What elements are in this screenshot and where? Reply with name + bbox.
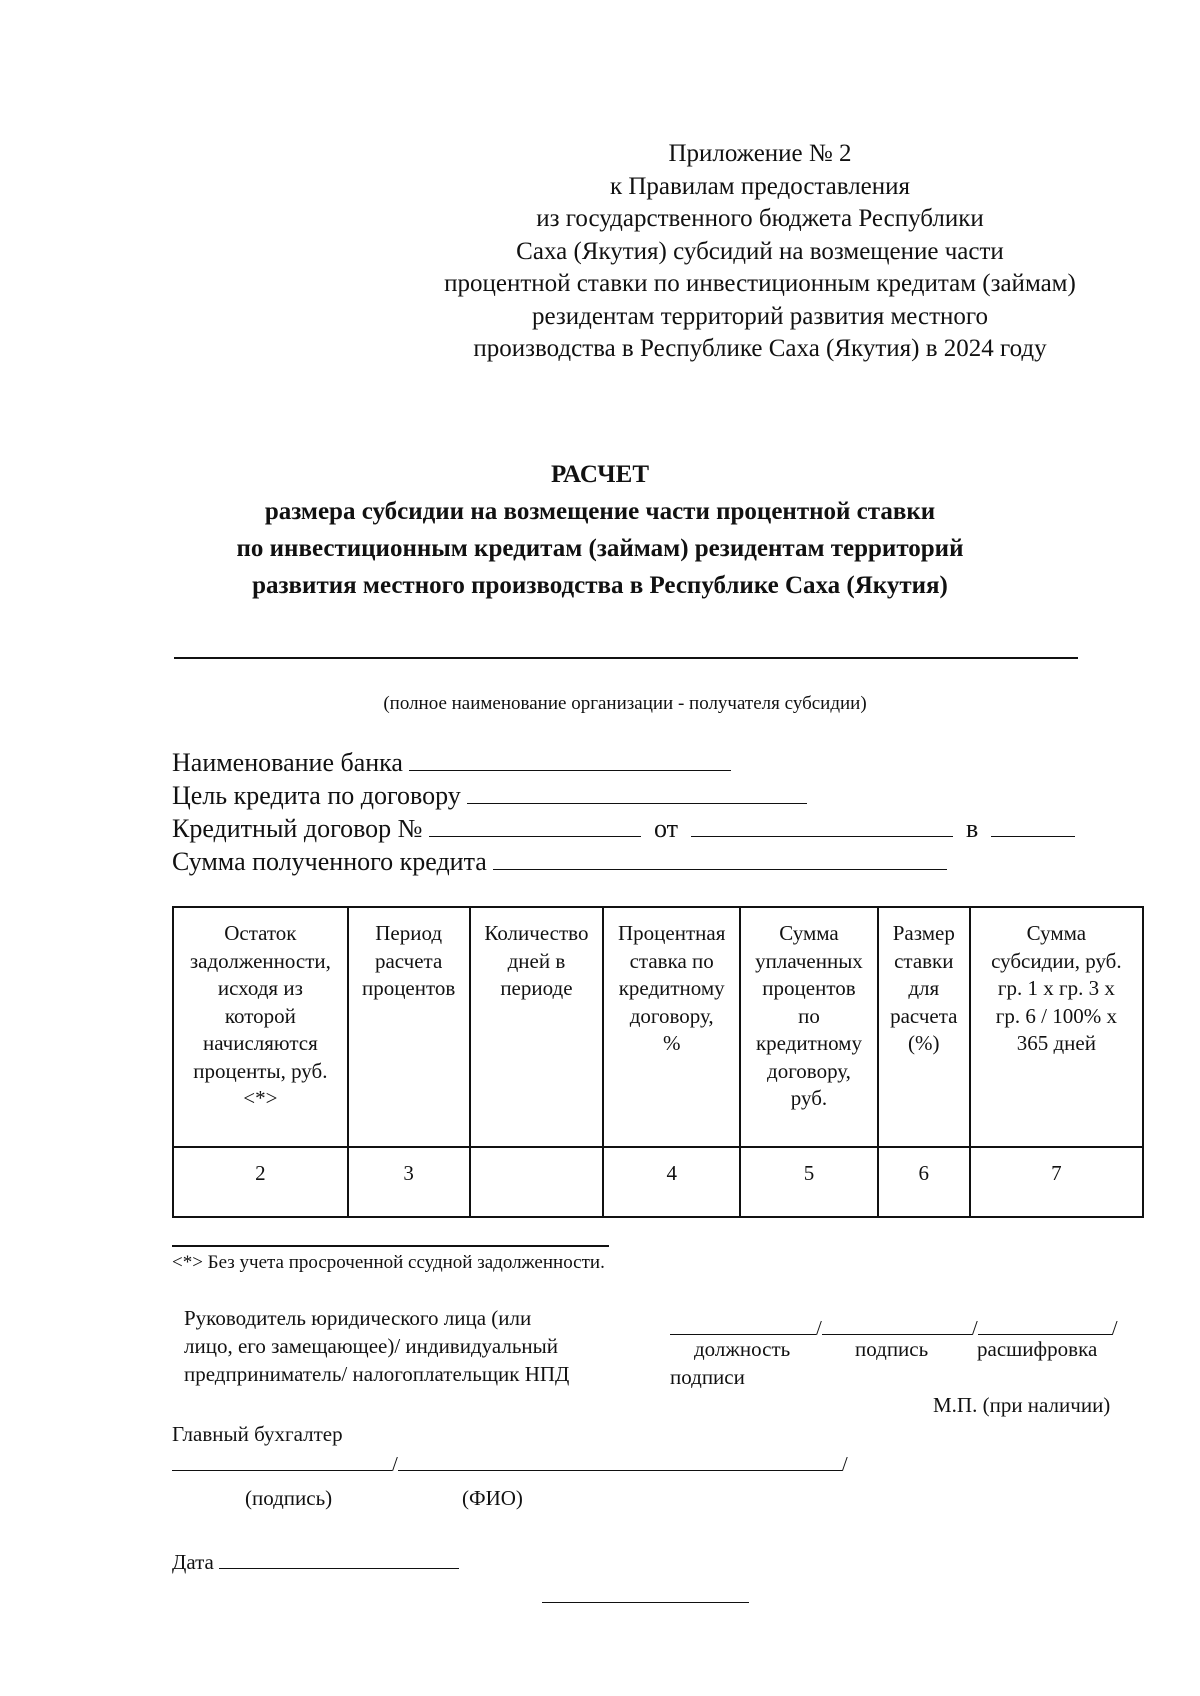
head-role-line: предприниматель/ налогоплательщик НПД (184, 1362, 570, 1386)
title-line: размера субсидии на возмещение части процентной ставки (264, 498, 936, 525)
column-header-line: по (798, 1003, 820, 1028)
head-role-line: лицо, его замещающее)/ индивидуальный (184, 1334, 559, 1358)
decoding-caption-continued: подписи (670, 1365, 745, 1389)
column-header-line: Размер (892, 921, 955, 945)
bank-input-line[interactable] (409, 748, 731, 771)
slash: / (841, 1452, 848, 1476)
title-line: развития местного производства в Республике Саха (Якутия) (252, 572, 948, 599)
appendix-line: Саха (Якутия) субсидий на возмещение части (516, 237, 1004, 265)
column-header-interest-rate (603, 907, 740, 1147)
column-header-line: 365 дней (1016, 1031, 1096, 1055)
slash: / (971, 1316, 978, 1340)
organization-name-line[interactable] (174, 657, 1078, 659)
appendix-line: производства в Республике Саха (Якутия) в 2024 году (473, 335, 1047, 362)
column-header-line: Сумма (779, 921, 839, 945)
column-header-line: Процентная (618, 921, 726, 945)
slash: / (816, 1316, 822, 1340)
column-header-balance (173, 907, 348, 1147)
amount-label: Сумма полученного кредита (172, 847, 487, 876)
signature-input-line[interactable] (822, 1316, 972, 1335)
column-header-line: дней в (507, 948, 566, 973)
column-number-cell[interactable] (470, 1147, 604, 1217)
column-header-line: кредитному (618, 976, 725, 1000)
column-header-line: кредитному (755, 1031, 862, 1055)
column-number-cell[interactable]: 6 (878, 1147, 970, 1217)
purpose-field (172, 781, 807, 811)
calculation-table (172, 906, 1144, 1218)
table-header-row (173, 907, 1143, 1147)
column-header-line: % (662, 1031, 681, 1055)
title-heading: РАСЧЕТ (550, 461, 649, 488)
chief-accountant-label: Главный бухгалтер (172, 1422, 343, 1446)
contract-number-input-line[interactable] (429, 814, 641, 837)
position-input-line[interactable] (670, 1316, 816, 1335)
column-header-line: процентов (762, 976, 856, 1000)
contract-place-input-line[interactable] (991, 814, 1075, 837)
decoding-caption: расшифровка (977, 1337, 1098, 1361)
purpose-label: Цель кредита по договору (172, 781, 461, 810)
column-header-line: процентов (361, 976, 456, 1000)
appendix-line: процентной ставки по инвестиционным кредитам (займам) (444, 270, 1076, 297)
amount-field (172, 847, 947, 877)
accountant-signature-caption: (подпись) (245, 1486, 333, 1510)
appendix-line: Приложение № 2 (668, 140, 852, 167)
column-number-cell[interactable]: 4 (603, 1147, 740, 1217)
column-header-line: договору, (767, 1058, 851, 1083)
column-header-line: начисляются (202, 1031, 318, 1055)
column-header-line: ставка по (629, 948, 714, 973)
bank-field (172, 748, 731, 778)
column-header-line: расчета (374, 948, 443, 973)
column-header-rate-for-calc (878, 907, 970, 1147)
appendix-reference (380, 138, 1140, 366)
column-header-period (348, 907, 470, 1147)
table-row (173, 1147, 1143, 1217)
column-header-line: руб. (790, 1086, 828, 1110)
column-number-cell[interactable]: 3 (348, 1147, 470, 1217)
head-role-label (184, 1304, 644, 1388)
stamp-label: М.П. (при наличии) (933, 1393, 1111, 1417)
column-header-line: Период (375, 921, 443, 945)
column-header-line: расчета (890, 1003, 958, 1028)
footnote: <*> Без учета просроченной ссудной задолженности. (172, 1252, 605, 1273)
date-label: Дата (172, 1550, 214, 1574)
bank-label: Наименование банка (172, 748, 403, 777)
column-number-cell[interactable]: 5 (740, 1147, 878, 1217)
column-header-line: Количество (484, 921, 589, 945)
amount-input-line[interactable] (493, 847, 947, 870)
signature-caption: подпись (855, 1337, 929, 1361)
column-header-line: гр. 6 / 100% х (995, 1003, 1117, 1028)
contract-label: Кредитный договор № (172, 814, 423, 843)
column-header-line: периоде (500, 976, 573, 1000)
slash: / (1111, 1316, 1118, 1340)
column-header-line: уплаченных (755, 948, 863, 973)
column-number-cell[interactable]: 2 (173, 1147, 348, 1217)
column-header-line: ставки (894, 948, 954, 973)
accountant-signature-blanks (172, 1452, 848, 1477)
column-header-line: проценты, руб. (193, 1058, 328, 1083)
contract-date-input-line[interactable] (691, 814, 953, 837)
column-header-line: исходя из (217, 976, 303, 1000)
column-header-line: которой (224, 1003, 296, 1028)
column-header-interest-paid (740, 907, 878, 1147)
organization-caption: (полное наименование организации - получателя субсидии) (383, 693, 867, 714)
appendix-line: к Правилам предоставления (609, 172, 911, 200)
date-field (172, 1550, 459, 1575)
contract-from-label: от (654, 814, 679, 843)
contract-field (172, 814, 1075, 844)
column-header-line: (%) (908, 1031, 940, 1055)
column-header-subsidy-amount (970, 907, 1143, 1147)
slash: / (392, 1452, 398, 1476)
head-role-line: Руководитель юридического лица (или (184, 1306, 532, 1330)
column-header-line: Сумма (1026, 921, 1087, 945)
appendix-line: из государственного бюджета Республики (536, 205, 984, 232)
appendix-line: резидентам территорий развития местного (531, 302, 989, 330)
accountant-name-caption: (ФИО) (462, 1486, 523, 1510)
column-header-line: договору, (629, 1003, 714, 1028)
column-header-days (470, 907, 604, 1147)
date-input-line[interactable] (219, 1550, 459, 1569)
column-number-cell[interactable]: 7 (970, 1147, 1143, 1217)
decoding-input-line[interactable] (978, 1316, 1112, 1335)
purpose-input-line[interactable] (467, 781, 807, 804)
column-header-line: задолженности, (189, 948, 331, 973)
position-caption: должность (694, 1337, 791, 1361)
column-header-line: Остаток (224, 921, 297, 945)
footnote-separator (172, 1245, 609, 1247)
column-header-line: для (908, 976, 940, 1000)
accountant-name-input-line[interactable] (398, 1452, 842, 1471)
title-line: по инвестиционным кредитам (займам) резидентам территорий (236, 535, 964, 562)
contract-in-label: в (966, 814, 979, 843)
column-header-line: гр. 1 х гр. 3 х (997, 976, 1115, 1000)
accountant-signature-input-line[interactable] (172, 1452, 392, 1471)
end-separator (542, 1602, 749, 1603)
column-header-line: субсидии, руб. (991, 948, 1122, 973)
column-header-line: <*> (243, 1086, 278, 1110)
document-title (150, 456, 1050, 604)
